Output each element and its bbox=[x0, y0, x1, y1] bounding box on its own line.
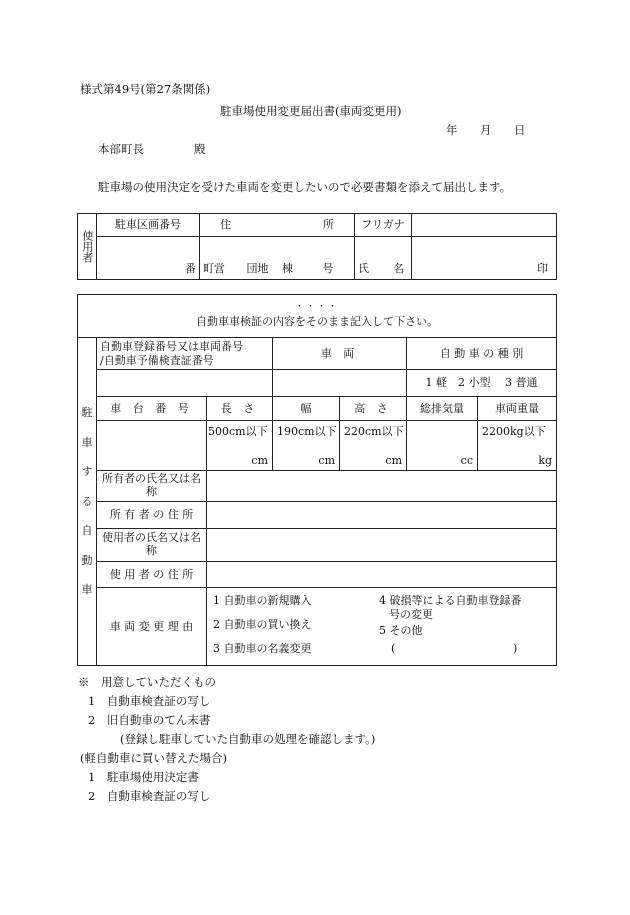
reason-2[interactable]: 2 自動車の買い換え bbox=[213, 618, 312, 631]
address-char-2: 所 bbox=[323, 218, 334, 232]
seal-label: 印 bbox=[537, 262, 548, 276]
form-title: 駐車場使用変更届出書(車両変更用) bbox=[220, 104, 402, 118]
reason-4-continued: 号の変更 bbox=[389, 608, 433, 621]
notes-item-2-note: (登録し駐車していた自動車の処理を確認します。) bbox=[120, 732, 376, 746]
reason-label: 車 両 変 更 理 由 bbox=[97, 588, 207, 666]
user-address-label: 使 用 者 の 住 所 bbox=[97, 562, 207, 588]
user-table bbox=[77, 213, 557, 280]
reason-5-paren-open: ( bbox=[391, 642, 396, 655]
kei-item-1: 1 駐車場使用決定書 bbox=[88, 770, 199, 784]
furigana-field[interactable] bbox=[412, 214, 557, 237]
weight-limit: 2200kg以下 bbox=[482, 425, 546, 438]
height-field[interactable] bbox=[340, 421, 407, 471]
weight-header: 車両重量 bbox=[478, 397, 557, 421]
emphasis-dots: ・・・・ bbox=[295, 302, 340, 313]
chassis-number-header: 車 台 番 号 bbox=[97, 397, 207, 421]
instruction-cell bbox=[78, 295, 557, 338]
tou-label: 棟 bbox=[282, 262, 293, 276]
reason-5-paren-close: ) bbox=[513, 642, 518, 655]
reason-options bbox=[207, 588, 557, 666]
owner-name-field[interactable] bbox=[207, 471, 557, 502]
user-name-field[interactable] bbox=[207, 529, 557, 562]
town-label: 町営 bbox=[203, 262, 225, 276]
reason-3[interactable]: 3 自動車の名義変更 bbox=[213, 642, 312, 655]
height-unit: cm bbox=[385, 454, 402, 468]
address-header bbox=[200, 214, 355, 237]
displacement-header: 総排気量 bbox=[407, 397, 478, 421]
displacement-unit: cc bbox=[460, 454, 473, 468]
displacement-field[interactable] bbox=[407, 421, 478, 471]
intro-text: 駐車場の使用決定を受けた車両を変更したいので必要書類を添えて届出します。 bbox=[98, 180, 512, 194]
furigana-header: フリガナ bbox=[355, 214, 412, 237]
vehicle-side-label bbox=[78, 338, 97, 666]
address-char-1: 住 bbox=[220, 218, 231, 232]
length-unit: cm bbox=[251, 454, 268, 468]
form-number: 様式第49号(第27条関係) bbox=[80, 82, 211, 96]
vehicle-table bbox=[77, 294, 557, 666]
registration-number-header bbox=[97, 338, 273, 370]
vehicle-field[interactable] bbox=[273, 370, 407, 397]
width-field[interactable] bbox=[273, 421, 340, 471]
notes-heading: ※ 用意していただくもの bbox=[78, 675, 216, 689]
reason-4[interactable]: 4 破損等による自動車登録番 bbox=[379, 594, 522, 607]
name-label-cell bbox=[355, 237, 412, 280]
weight-field[interactable] bbox=[478, 421, 557, 471]
vehicle-type-header: 自 動 車 の 種 別 bbox=[407, 338, 557, 370]
owner-address-label: 所 有 者 の 住 所 bbox=[97, 502, 207, 529]
reason-5[interactable]: 5 その他 bbox=[379, 624, 423, 637]
owner-name-label: 所有者の氏名又は名称 bbox=[97, 471, 207, 502]
ban-label: 番 bbox=[185, 262, 196, 276]
gou-label: 号 bbox=[322, 262, 334, 276]
user-address-field[interactable] bbox=[207, 562, 557, 588]
vehicle-header: 車 両 bbox=[273, 338, 407, 370]
date-day: 日 bbox=[514, 123, 526, 137]
vehicle-type-options[interactable]: 1 軽 2 小型 3 普通 bbox=[407, 370, 557, 397]
user-side-label: 使用者 bbox=[78, 214, 97, 280]
registration-number-field[interactable] bbox=[97, 370, 273, 397]
weight-unit: kg bbox=[538, 454, 553, 468]
instruction-text: 自動車車検証の内容をそのまま記入して下さい。 bbox=[196, 315, 439, 329]
width-unit: cm bbox=[318, 454, 335, 468]
reg-no-line1: 自動車登録番号又は車両番号 bbox=[100, 340, 243, 354]
date-year: 年 bbox=[446, 123, 458, 137]
notes-item-1: 1 自動車検査証の写し bbox=[88, 694, 211, 708]
kei-heading: (軽自動車に買い替えた場合) bbox=[80, 751, 227, 765]
name-field[interactable] bbox=[412, 237, 557, 280]
width-header: 幅 bbox=[273, 397, 340, 421]
date-month: 月 bbox=[480, 123, 492, 137]
length-field[interactable] bbox=[207, 421, 273, 471]
name-char-2: 名 bbox=[393, 262, 404, 276]
danchi-label: 団地 bbox=[246, 262, 269, 276]
length-limit: 500cm以下 bbox=[208, 425, 268, 438]
addressee: 本部町長 bbox=[98, 142, 144, 156]
parking-number-header: 駐車区画番号 bbox=[97, 214, 200, 237]
vehicle-side-text: 駐 車 す る 自 動 車 bbox=[81, 406, 93, 597]
address-field[interactable] bbox=[200, 237, 355, 280]
notes-item-2: 2 旧自動車のてん末書 bbox=[88, 713, 211, 727]
height-header: 高 さ bbox=[340, 397, 407, 421]
user-name-label: 使用者の氏名又は名称 bbox=[97, 529, 207, 562]
chassis-number-field[interactable] bbox=[97, 421, 207, 471]
owner-address-field[interactable] bbox=[207, 502, 557, 529]
width-limit: 190cm以下 bbox=[277, 425, 337, 438]
length-header: 長 さ bbox=[207, 397, 273, 421]
honorific: 殿 bbox=[194, 142, 206, 156]
reg-no-line2: /自動車予備検査証番号 bbox=[100, 353, 214, 367]
parking-number-field[interactable] bbox=[97, 237, 200, 280]
name-char-1: 氏 bbox=[358, 262, 369, 276]
height-limit: 220cm以下 bbox=[344, 425, 404, 438]
kei-item-2: 2 自動車検査証の写し bbox=[88, 789, 211, 803]
reason-1[interactable]: 1 自動車の新規購入 bbox=[213, 594, 312, 607]
